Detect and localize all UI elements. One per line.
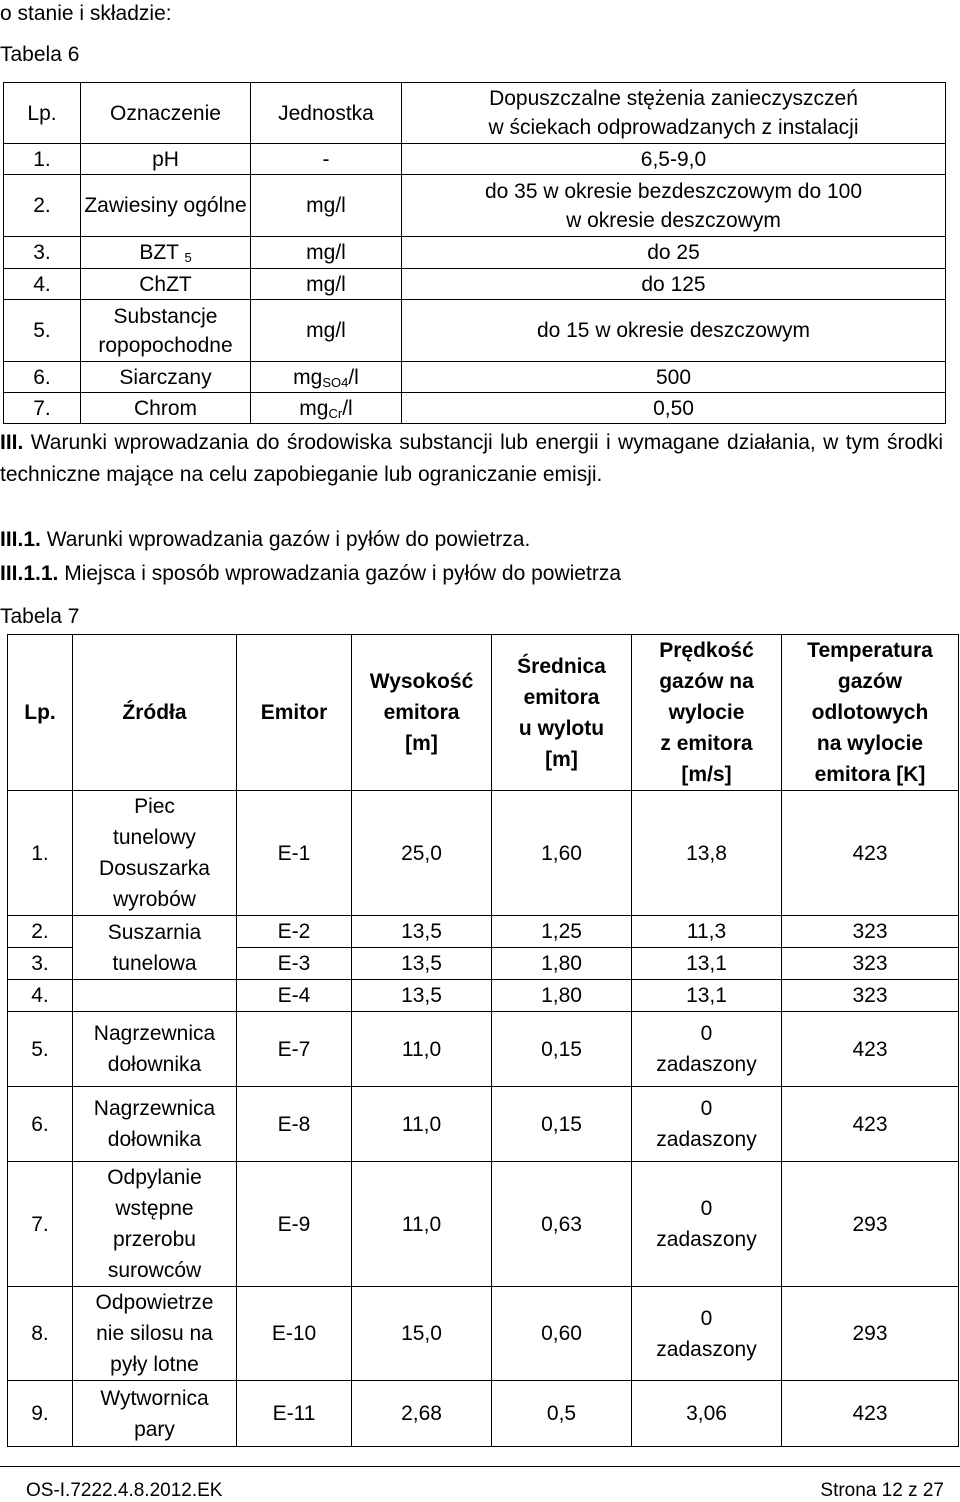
cell-diameter: 0,63 (492, 1162, 632, 1287)
cell-emitor: E-4 (237, 980, 352, 1012)
cell-velocity: 13,8 (632, 791, 782, 916)
cell-height: 11,0 (352, 1162, 492, 1287)
cell-value: 0,50 (402, 393, 946, 424)
cell-diameter: 0,15 (492, 1087, 632, 1162)
cell-temperature: 423 (782, 1012, 959, 1087)
table-row (8, 1162, 959, 1287)
cell-diameter: 0,15 (492, 1012, 632, 1087)
cell-height: 11,0 (352, 1012, 492, 1087)
cell-source: Nagrzewnica dołownika (73, 1012, 237, 1087)
cell-value: do 35 w okresie bezdeszczowym do 100 w okresie deszczowym (402, 175, 946, 237)
cell-value: do 125 (402, 269, 946, 300)
cell-emitor: E-11 (237, 1381, 352, 1447)
cell-diameter: 0,60 (492, 1287, 632, 1381)
cell-lp: 7. (8, 1162, 73, 1287)
cell-value: 6,5-9,0 (402, 144, 946, 175)
cell-temperature: 323 (782, 980, 959, 1012)
table7-header-zrodla: Źródła (73, 635, 237, 791)
table-row (4, 393, 946, 424)
cell-velocity: 13,1 (632, 948, 782, 980)
cell-emitor: E-8 (237, 1087, 352, 1162)
table-row (8, 791, 959, 916)
cell-emitor: E-2 (237, 916, 352, 948)
cell-unit: mg/l (251, 237, 402, 269)
cell-lp: 1. (8, 791, 73, 916)
section-3-1-1-heading: III.1.1. Miejsca i sposób wprowadzania gazów i pyłów do powietrza (0, 562, 621, 585)
table7-header-emitor: Emitor (237, 635, 352, 791)
cell-diameter: 1,80 (492, 948, 632, 980)
cell-lp: 6. (8, 1087, 73, 1162)
cell-height: 2,68 (352, 1381, 492, 1447)
cell-velocity: 3,06 (632, 1381, 782, 1447)
cell-unit: $mg_{SO4}/l$ (251, 362, 402, 393)
cell-source: Piec tunelowy Dosuszarka wyrobów (73, 791, 237, 916)
cell-temperature: 323 (782, 916, 959, 948)
cell-velocity: 0 zadaszony (632, 1087, 782, 1162)
cell-lp: 4. (4, 269, 81, 300)
table-row (4, 144, 946, 175)
cell-temperature: 293 (782, 1162, 959, 1287)
cell-velocity: 0 zadaszony (632, 1162, 782, 1287)
table-row (4, 300, 946, 362)
cell-velocity: 0 zadaszony (632, 1012, 782, 1087)
intro-text: o stanie i składzie: (0, 2, 172, 25)
table6-header-lp: Lp. (4, 83, 81, 144)
table6-header-oznaczenie: Oznaczenie (81, 83, 251, 144)
table-row (8, 1381, 959, 1447)
cell-emitor: E-1 (237, 791, 352, 916)
cell-temperature: 293 (782, 1287, 959, 1381)
cell-emitor: E-9 (237, 1162, 352, 1287)
cell-velocity: 0 zadaszony (632, 1287, 782, 1381)
cell-value: 500 (402, 362, 946, 393)
cell-height: 13,5 (352, 980, 492, 1012)
cell-height: 11,0 (352, 1087, 492, 1162)
cell-temperature: 423 (782, 1381, 959, 1447)
cell-lp: 1. (4, 144, 81, 175)
footer-page-number: Strona 12 z 27 (820, 1480, 944, 1501)
cell-diameter: 0,5 (492, 1381, 632, 1447)
cell-lp: 6. (4, 362, 81, 393)
table-row (4, 175, 946, 237)
cell-name: pH (81, 144, 251, 175)
cell-source: Odpowietrze nie silosu na pyły lotne (73, 1287, 237, 1381)
table-row (4, 237, 946, 269)
table6-header-jednostka: Jednostka (251, 83, 402, 144)
table7-header-lp: Lp. (8, 635, 73, 791)
cell-unit: mg/l (251, 269, 402, 300)
cell-lp: 3. (4, 237, 81, 269)
cell-lp: 7. (4, 393, 81, 424)
cell-temperature: 423 (782, 1087, 959, 1162)
cell-name: Substancje ropopochodne (81, 300, 251, 362)
table7-header-srednica: Średnica emitora u wylotu [m] (492, 635, 632, 791)
footer-document-id: OS-I.7222.4.8.2012.EK (26, 1480, 223, 1501)
footer-divider (0, 1466, 960, 1467)
cell-value: do 25 (402, 237, 946, 269)
table-row (8, 1012, 959, 1087)
cell-temperature: 323 (782, 948, 959, 980)
cell-lp: 4. (8, 980, 73, 1012)
cell-lp: 2. (8, 916, 73, 948)
cell-unit: $mg_{Cr}/l$ (251, 393, 402, 424)
cell-unit: mg/l (251, 300, 402, 362)
cell-lp: 3. (8, 948, 73, 980)
cell-diameter: 1,25 (492, 916, 632, 948)
table7-header-wysokosc: Wysokość emitora [m] (352, 635, 492, 791)
cell-lp: 9. (8, 1381, 73, 1447)
cell-height: 13,5 (352, 948, 492, 980)
table6-header-row (4, 83, 946, 144)
cell-source: Odpylanie wstępne przerobu surowców (73, 1162, 237, 1287)
cell-emitor: E-3 (237, 948, 352, 980)
cell-temperature: 423 (782, 791, 959, 916)
cell-diameter: 1,60 (492, 791, 632, 916)
cell-unit: - (251, 144, 402, 175)
table-row (8, 916, 959, 948)
cell-name: Zawiesiny ogólne (81, 175, 251, 237)
cell-name: ChZT (81, 269, 251, 300)
cell-lp: 5. (4, 300, 81, 362)
table-7 (7, 634, 959, 1447)
cell-height: 15,0 (352, 1287, 492, 1381)
table7-header-temperatura: Temperatura gazów odlotowych na wylocie emitora [K] (782, 635, 959, 791)
table-6 (3, 82, 946, 424)
cell-diameter: 1,80 (492, 980, 632, 1012)
table7-header-row (8, 635, 959, 791)
table-row (8, 1287, 959, 1381)
section-3-1-heading: III.1. Warunki wprowadzania gazów i pyłów do powietrza. (0, 528, 531, 551)
table6-caption: Tabela 6 (0, 43, 80, 66)
table-row (4, 269, 946, 300)
cell-name: Chrom (81, 393, 251, 424)
cell-source (73, 980, 237, 1012)
cell-name: BZT $_5$ (81, 237, 251, 269)
cell-height: 25,0 (352, 791, 492, 916)
cell-velocity: 11,3 (632, 916, 782, 948)
cell-source: Wytwornica pary (73, 1381, 237, 1447)
section-3-heading: III. Warunki wprowadzania do środowiska substancji lub energii i wymagane działania, w tym środki techniczne mające na celu zapobieganie lub ograniczanie emisji. (0, 431, 943, 486)
table-row (8, 1087, 959, 1162)
cell-lp: 5. (8, 1012, 73, 1087)
table-row (4, 362, 946, 393)
cell-velocity: 13,1 (632, 980, 782, 1012)
table6-header-dopuszczalne: Dopuszczalne stężenia zanieczyszczeń w ściekach odprowadzanych z instalacji (402, 83, 946, 144)
table-row (8, 980, 959, 1012)
cell-source: Nagrzewnica dołownika (73, 1087, 237, 1162)
cell-value: do 15 w okresie deszczowym (402, 300, 946, 362)
table7-caption: Tabela 7 (0, 605, 80, 628)
cell-source: Suszarnia tunelowa (73, 916, 237, 980)
table7-header-predkosc: Prędkość gazów na wylocie z emitora [m/s] (632, 635, 782, 791)
cell-lp: 8. (8, 1287, 73, 1381)
cell-lp: 2. (4, 175, 81, 237)
cell-emitor: E-10 (237, 1287, 352, 1381)
cell-unit: mg/l (251, 175, 402, 237)
cell-emitor: E-7 (237, 1012, 352, 1087)
cell-height: 13,5 (352, 916, 492, 948)
cell-name: Siarczany (81, 362, 251, 393)
